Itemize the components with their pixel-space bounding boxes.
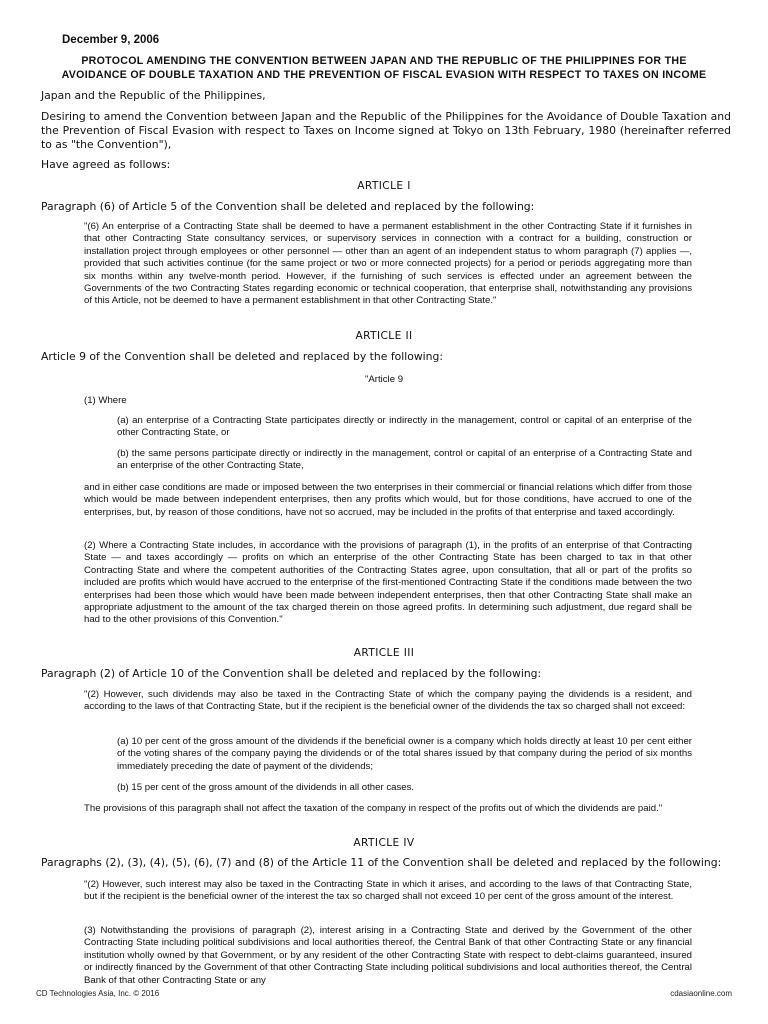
article-4-heading: ARTICLE IV <box>353 837 415 849</box>
article-2-intro: Article 9 of the Convention shall be deleted and replaced by the following: <box>41 350 444 363</box>
article-1-heading: ARTICLE I <box>357 180 411 192</box>
article-3-heading: ARTICLE III <box>353 647 415 659</box>
preamble-parties: Japan and the Republic of the Philippines, <box>41 89 266 102</box>
title-line-2: AVOIDANCE OF DOUBLE TAXATION AND THE PREVENTION OF FISCAL EVASION WITH RESPECT TO TAXES ON INCOME <box>61 69 707 81</box>
article-9-subtitle: "Article 9 <box>364 374 404 385</box>
document-date: December 9, 2006 <box>62 34 160 46</box>
article-3-intro: Paragraph (2) of Article 10 of the Convention shall be deleted and replaced by the following: <box>41 667 542 680</box>
article-11-para-2: "(2) However, such interest may also be taxed in the Contracting State in which it arises, and according to the laws of that Contracting State, but if the recipient is the beneficial owner of the interest the tax so charged shall not exceed 10 per cent of the gross amount of the interest. <box>84 879 692 903</box>
preamble-desiring: Desiring to amend the Convention between Japan and the Republic of the Philippines for the Avoidance of Double Taxation and the Prevention of Fiscal Evasion with respect to Taxes on Income signed at Tokyo on 13th February, 1980 (hereinafter referred to as "the Convention"), <box>41 110 731 151</box>
article-9-conditions: and in either case conditions are made or imposed between the two enterprises in their commercial or financial relations which differ from those which would be made between independent enterprises, then any profits which would, but for those conditions, have accrued to one of the enterprises, but, by reason of those conditions, have not so accrued, may be included in the profits of that enterprise and taxed accordingly. <box>84 482 692 518</box>
document-title <box>40 54 728 82</box>
article-9-where: (1) Where <box>84 395 127 406</box>
article-11-para-3: (3) Notwithstanding the provisions of paragraph (2), interest arising in a Contracting State and derived by the Government of the other Contracting State including political subdivisions and local authorities thereof, the Central Bank of that other Contracting State or any financial institution wholly owned by that Government, or by any resident of the other Contracting State with respect to debt-claims guaranteed, insured or indirectly financed by the Government of that other Contracting State including political subdivisions and local authorities thereof, the Central Bank of that other Contracting State or any <box>84 925 692 986</box>
article-10-closing: The provisions of this paragraph shall not affect the taxation of the company in respect of the profits out of which the dividends are paid." <box>84 803 663 814</box>
article-1-intro: Paragraph (6) of Article 5 of the Convention shall be deleted and replaced by the following: <box>41 200 535 213</box>
article-4-intro: Paragraphs (2), (3), (4), (5), (6), (7) and (8) of the Article 11 of the Convention shall be deleted and replaced by the following: <box>41 856 722 869</box>
article-10-item-b: (b) 15 per cent of the gross amount of the dividends in all other cases. <box>117 782 415 793</box>
article-9-item-b: (b) the same persons participate directly or indirectly in the management, control or capital of an enterprise of a Contracting State and an enterprise of the other Contracting State, <box>117 448 692 472</box>
article-10-para-2: "(2) However, such dividends may also be taxed in the Contracting State of which the company paying the dividends is a resident, and according to the laws of that Contracting State, but if the recipient is the beneficial owner of the dividends the tax so charged shall not exceed: <box>84 689 692 713</box>
article-9-item-a: (a) an enterprise of a Contracting State participates directly or indirectly in the management, control or capital of an enterprise of the other Contracting State, or <box>117 415 692 439</box>
footer-copyright: CD Technologies Asia, Inc. © 2016 <box>36 989 160 998</box>
article-1-text: "(6) An enterprise of a Contracting State shall be deemed to have a permanent establishment in the other Contracting State if it furnishes in that other Contracting State consultancy services, or supervisory services in connection with a contract for a building, construction or installation project through employees or other personnel — other than an agent of an independent status to whom paragraph (7) applies —, provided that such activities continue (for the same project or two or more connected projects) for a period or periods aggregating more than six months within any twelve-month period. However, if the furnishing of such services is effected under an agreement between the Governments of the two Contracting States regarding economic or technical cooperation, that enterprise shall, notwithstanding any provisions of this Article, not be deemed to have a permanent establishment in that other Contracting State." <box>84 221 692 307</box>
article-10-item-a: (a) 10 per cent of the gross amount of the dividends if the beneficial owner is a company which holds directly at least 10 per cent either of the voting shares of the company paying the dividends or of the total shares issued by that company during the period of six months immediately preceding the date of payment of the dividends; <box>117 736 692 772</box>
title-line-1: PROTOCOL AMENDING THE CONVENTION BETWEEN JAPAN AND THE REPUBLIC OF THE PHILIPPINES FOR THE <box>81 55 687 67</box>
footer-website: cdasiaonline.com <box>670 989 732 998</box>
article-2-heading: ARTICLE II <box>355 330 413 342</box>
article-9-para-2: (2) Where a Contracting State includes, in accordance with the provisions of paragraph (1), in the profits of an enterprise of that Contracting State — and taxes accordingly — profits on which an enterprise of the other Contracting State has been charged to tax in that other Contracting State and where the competent authorities of the Contracting States agree, upon consultation, that all or part of the profits so included are profits which would have accrued to the enterprise of the first-mentioned Contracting State if the conditions made between the two enterprises had been those which would have been made between independent enterprises, then that other Contracting State shall make an appropriate adjustment to the amount of the tax charged therein on those agreed profits. In determining such adjustment, due regard shall be had to the other provisions of this Convention." <box>84 540 692 626</box>
preamble-agreed: Have agreed as follows: <box>41 158 171 171</box>
